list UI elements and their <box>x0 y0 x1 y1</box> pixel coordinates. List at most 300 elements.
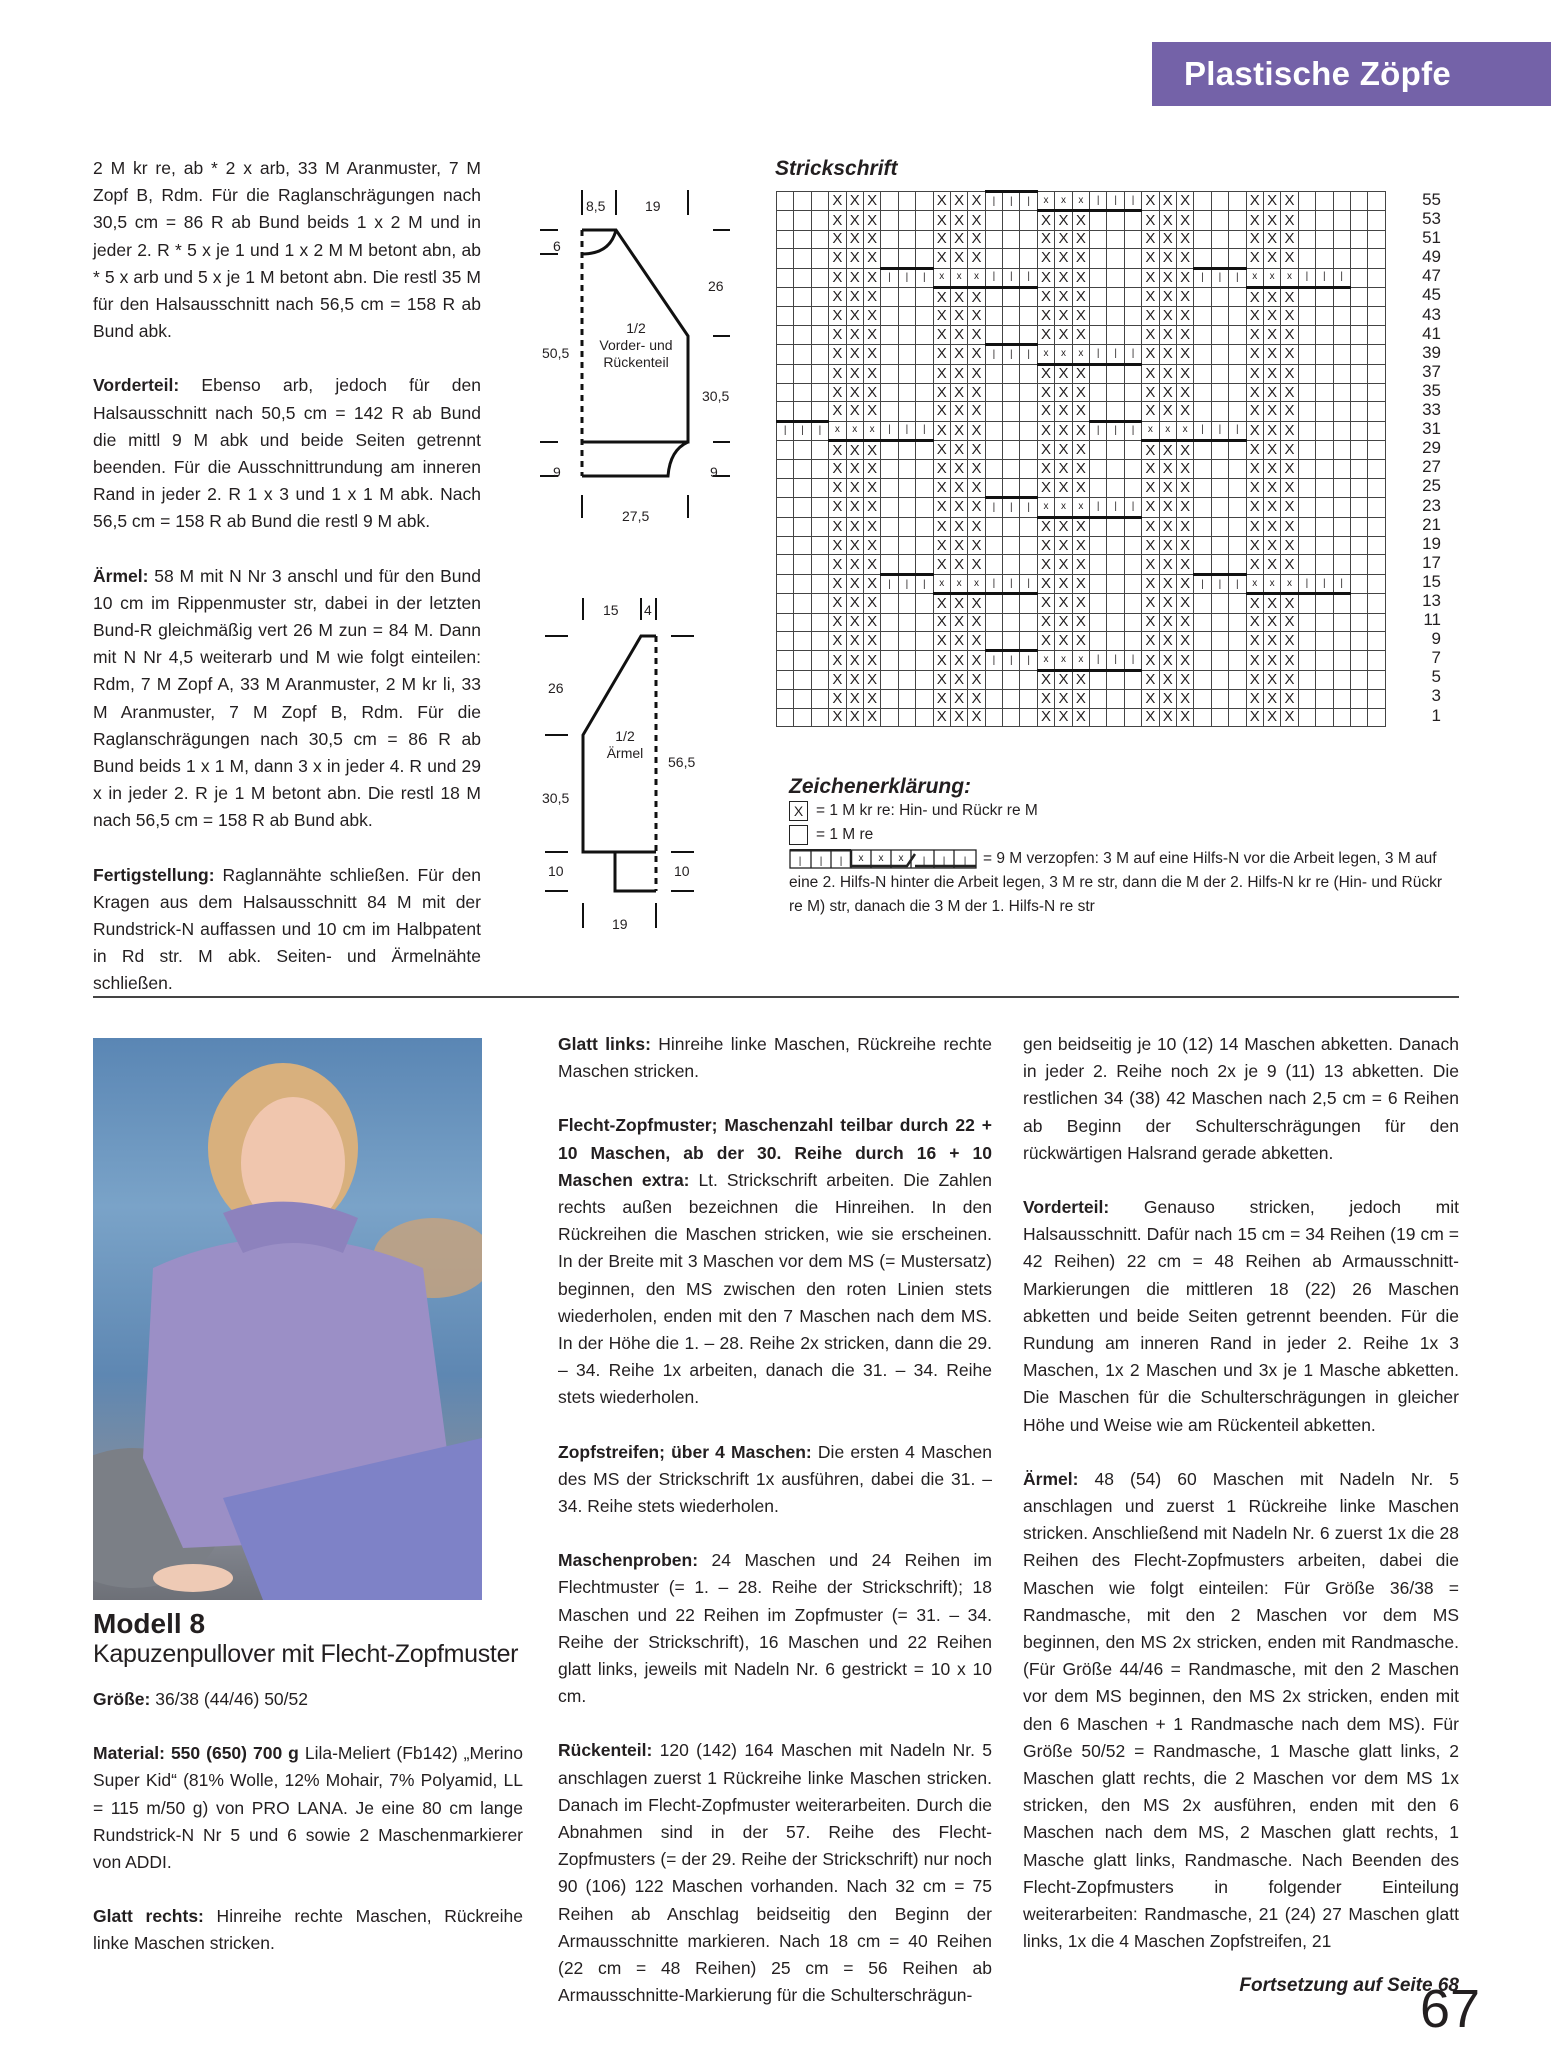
chart-cell: X <box>863 651 880 670</box>
chart-cell: X <box>1281 211 1298 230</box>
chart-cell: X <box>1159 268 1176 287</box>
chart-cell: X <box>829 211 846 230</box>
chart-cell <box>1333 498 1350 517</box>
cable-cross-icon <box>789 849 979 869</box>
chart-cell <box>1090 478 1107 497</box>
chart-cell <box>1194 517 1211 536</box>
chart-cell: X <box>1037 230 1054 248</box>
chart-cell: | <box>1316 574 1333 593</box>
chart-cell <box>1316 555 1333 574</box>
chart-cell <box>916 441 933 460</box>
chart-cell <box>1124 690 1141 708</box>
chart-cell <box>794 498 811 517</box>
chart-cell <box>1316 211 1333 230</box>
chart-cell <box>777 537 794 555</box>
chart-cell <box>1316 651 1333 670</box>
chart-cell: | <box>1107 651 1124 670</box>
chart-cell: X <box>1176 249 1193 268</box>
chart-cell: X <box>1055 402 1072 421</box>
chart-cell <box>1368 325 1385 344</box>
chart-cell <box>916 402 933 421</box>
chart-cell <box>811 594 828 613</box>
chart-cell: X <box>829 345 846 364</box>
chart-cell: X <box>933 651 950 670</box>
chart-cell <box>1316 441 1333 460</box>
chart-cell: X <box>1159 574 1176 593</box>
chart-cell <box>1316 670 1333 689</box>
chart-cell: X <box>1037 287 1054 306</box>
chart-cell: | <box>1124 345 1141 364</box>
chart-cell: X <box>829 690 846 708</box>
chart-cell <box>1194 192 1211 211</box>
chart-cell: X <box>846 249 863 268</box>
chart-cell <box>985 421 1002 440</box>
chart-cell <box>1298 498 1315 517</box>
chart-cell: X <box>950 651 967 670</box>
chart-cell <box>1211 498 1228 517</box>
chart-cell <box>1368 478 1385 497</box>
chart-cell <box>898 441 915 460</box>
chart-cell: x <box>968 574 985 593</box>
chart-cell: X <box>863 325 880 344</box>
chart-cell <box>1211 651 1228 670</box>
chart-cell <box>811 460 828 478</box>
chart-cell: X <box>1263 402 1280 421</box>
chart-cell: | <box>1229 268 1246 287</box>
chart-cell <box>1090 211 1107 230</box>
row-number: 31 <box>1422 419 1441 439</box>
chart-row <box>777 613 1386 631</box>
chart-cell: X <box>1263 690 1280 708</box>
chart-cell <box>1333 345 1350 364</box>
chart-cell <box>794 651 811 670</box>
chart-cell: X <box>1142 402 1159 421</box>
chart-cell: X <box>1159 498 1176 517</box>
chart-cell <box>811 555 828 574</box>
chart-cell: X <box>933 594 950 613</box>
chart-cell: X <box>863 670 880 689</box>
chart-cell: X <box>1159 460 1176 478</box>
chart-cell <box>1124 631 1141 650</box>
chart-cell <box>985 287 1002 306</box>
chart-cell <box>1003 441 1020 460</box>
chart-cell: X <box>1142 345 1159 364</box>
chart-cell: X <box>1281 498 1298 517</box>
chart-cell: X <box>1055 631 1072 650</box>
chart-cell: X <box>1246 537 1263 555</box>
chart-cell: X <box>950 690 967 708</box>
chart-row <box>777 268 1386 287</box>
chart-cell: X <box>1072 268 1089 287</box>
chart-row <box>777 441 1386 460</box>
chart-cell: X <box>846 345 863 364</box>
chart-cell: x <box>1142 421 1159 440</box>
paragraph-aermel: Ärmel: 58 M mit N Nr 3 anschl und für den Bund 10 cm im Rippenmuster str, dabei in der letzten Bund-R gleichmäßig vert 26 M zun = 84 M. Dann mit N Nr 4,5 weiterarb und M wie folgt einteilen: Rdm, 7 M Zopf A, 33 M Aranmuster, 2 M kr li, 33 M Aranmuster, 7 M Zopf B, Rdm. Für die Raglanschrägungen nach 30,5 cm = 86 R ab Bund beids 1 x 1 M, dann 3 x in jeder 4. R und 29 x in jeder 2. R je 1 M betont abn. Die restl 18 M nach 56,5 cm = 158 R ab Bund abk. <box>93 565 481 831</box>
chart-cell <box>1350 325 1367 344</box>
chart-cell <box>1090 537 1107 555</box>
row-number: 43 <box>1422 304 1441 324</box>
chart-row <box>777 690 1386 708</box>
chart-cell <box>811 230 828 248</box>
chart-cell: X <box>1159 345 1176 364</box>
chart-cell <box>985 670 1002 689</box>
chart-cell <box>1350 345 1367 364</box>
chart-cell <box>1368 364 1385 383</box>
chart-cell <box>1107 574 1124 593</box>
chart-cell <box>1316 230 1333 248</box>
chart-cell: X <box>1246 192 1263 211</box>
chart-cell <box>1368 574 1385 593</box>
chart-cell <box>1090 402 1107 421</box>
chart-cell: | <box>916 268 933 287</box>
chart-cell: X <box>1037 268 1054 287</box>
chart-cell: X <box>1159 230 1176 248</box>
chart-cell: X <box>1142 287 1159 306</box>
row-number: 51 <box>1422 228 1441 248</box>
chart-cell <box>777 383 794 401</box>
chart-cell: X <box>829 307 846 325</box>
model-header <box>93 1608 553 1669</box>
chart-cell <box>1368 594 1385 613</box>
chart-cell: | <box>1020 651 1037 670</box>
chart-cell <box>1090 383 1107 401</box>
chart-cell <box>1298 651 1315 670</box>
chart-cell <box>1124 268 1141 287</box>
chart-cell: X <box>1159 402 1176 421</box>
chart-cell <box>1107 670 1124 689</box>
chart-cell <box>916 613 933 631</box>
chart-cell: X <box>1281 287 1298 306</box>
svg-text:|: | <box>839 855 843 867</box>
chart-cell <box>1298 460 1315 478</box>
chart-cell <box>1003 211 1020 230</box>
chart-cell: X <box>968 230 985 248</box>
chart-cell: X <box>1055 364 1072 383</box>
chart-row <box>777 594 1386 613</box>
chart-cell <box>1194 690 1211 708</box>
chart-cell <box>777 594 794 613</box>
chart-cell: X <box>1176 498 1193 517</box>
chart-cell: X <box>863 307 880 325</box>
chart-cell: X <box>1176 307 1193 325</box>
chart-cell <box>881 364 898 383</box>
chart-cell: X <box>1142 613 1159 631</box>
chart-cell <box>1090 307 1107 325</box>
chart-cell: X <box>1037 364 1054 383</box>
chart-cell <box>1211 192 1228 211</box>
chart-cell <box>777 230 794 248</box>
chart-cell: | <box>1211 268 1228 287</box>
chart-cell: X <box>1263 325 1280 344</box>
chart-cell <box>794 268 811 287</box>
chart-cell <box>1020 670 1037 689</box>
chart-cell <box>1020 631 1037 650</box>
chart-cell: X <box>846 594 863 613</box>
chart-cell <box>1350 460 1367 478</box>
paragraph-glatt-links: Glatt links: Hinreihe linke Maschen, Rückreihe rechte Maschen stricken. <box>558 1034 992 1082</box>
chart-cell <box>794 708 811 726</box>
chart-cell <box>1194 613 1211 631</box>
chart-cell <box>1350 555 1367 574</box>
model-details <box>93 1686 523 1985</box>
chart-cell <box>811 651 828 670</box>
chart-row <box>777 708 1386 726</box>
chart-cell <box>1107 690 1124 708</box>
chart-cell: | <box>985 268 1002 287</box>
chart-cell: X <box>1281 613 1298 631</box>
row-number: 53 <box>1422 209 1441 229</box>
chart-cell: X <box>1281 537 1298 555</box>
chart-cell: x <box>950 268 967 287</box>
chart-cell <box>1350 192 1367 211</box>
chart-cell: | <box>985 651 1002 670</box>
chart-cell: | <box>1020 345 1037 364</box>
chart-cell <box>881 517 898 536</box>
chart-cell <box>1350 594 1367 613</box>
chart-cell <box>881 192 898 211</box>
schematic-body-label: 1/2 Vorder- und Rückenteil <box>599 320 673 370</box>
chart-cell <box>794 594 811 613</box>
chart-cell: X <box>933 631 950 650</box>
chart-cell <box>794 249 811 268</box>
chart-cell <box>1020 460 1037 478</box>
chart-cell: | <box>1003 498 1020 517</box>
chart-cell: X <box>950 364 967 383</box>
paragraph-maschenproben: Maschenproben: 24 Maschen und 24 Reihen im Flechtmuster (= 1. – 28. Reihe der Strickschrift); 18 Maschen und 22 Reihen im Zopfmuster (= 31. – 34. Reihe der Strickschrift), 16 Maschen und 22 Reihen glatt links, jeweils mit Nadeln Nr. 6 gestrickt = 10 x 10 cm. <box>558 1550 992 1707</box>
chart-cell <box>1350 537 1367 555</box>
chart-cell <box>916 651 933 670</box>
chart-cell: | <box>1020 192 1037 211</box>
chart-cell: X <box>1055 613 1072 631</box>
legend-item-knit: = 1 M re <box>789 823 1459 847</box>
chart-cell <box>1316 690 1333 708</box>
chart-cell <box>1020 594 1037 613</box>
chart-cell: X <box>863 594 880 613</box>
chart-cell: X <box>1142 498 1159 517</box>
chart-cell: X <box>1246 345 1263 364</box>
chart-cell: X <box>829 402 846 421</box>
chart-cell <box>1003 383 1020 401</box>
chart-cell <box>1229 307 1246 325</box>
chart-cell: X <box>1281 670 1298 689</box>
chart-cell <box>777 555 794 574</box>
chart-cell: X <box>1159 670 1176 689</box>
chart-cell <box>1298 192 1315 211</box>
chart-cell <box>777 364 794 383</box>
svg-text:x: x <box>858 852 864 864</box>
chart-cell <box>1107 211 1124 230</box>
chart-cell: | <box>1333 574 1350 593</box>
chart-cell: X <box>968 383 985 401</box>
chart-cell <box>777 670 794 689</box>
chart-cell <box>1090 631 1107 650</box>
chart-cell: X <box>950 498 967 517</box>
chart-cell: | <box>1090 651 1107 670</box>
chart-cell <box>1229 287 1246 306</box>
chart-row <box>777 211 1386 230</box>
chart-cell <box>898 460 915 478</box>
chart-cell <box>1333 555 1350 574</box>
chart-cell: | <box>985 345 1002 364</box>
chart-cell: x <box>1055 651 1072 670</box>
schematic-sleeve-label: 1/2 Ärmel <box>606 728 644 761</box>
chart-cell: X <box>1055 690 1072 708</box>
chart-row <box>777 402 1386 421</box>
chart-cell: X <box>1176 325 1193 344</box>
chart-cell: X <box>1072 631 1089 650</box>
chart-cell <box>916 594 933 613</box>
row-number: 45 <box>1422 285 1441 305</box>
chart-cell: X <box>863 211 880 230</box>
chart-cell <box>811 268 828 287</box>
chart-cell: X <box>933 383 950 401</box>
chart-cell: | <box>1003 192 1020 211</box>
chart-cell: X <box>1246 211 1263 230</box>
chart-cell <box>1211 631 1228 650</box>
chart-cell <box>1229 364 1246 383</box>
chart-cell: X <box>829 537 846 555</box>
chart-cell <box>1211 287 1228 306</box>
chart-cell <box>811 478 828 497</box>
chart-cell <box>1124 594 1141 613</box>
chart-row <box>777 287 1386 306</box>
chart-cell <box>1298 249 1315 268</box>
chart-cell <box>916 230 933 248</box>
chart-cell: X <box>1072 441 1089 460</box>
chart-cell: | <box>881 421 898 440</box>
chart-cell <box>898 498 915 517</box>
chart-cell <box>1316 287 1333 306</box>
chart-cell: X <box>968 325 985 344</box>
chart-cell <box>898 402 915 421</box>
chart-cell <box>1020 307 1037 325</box>
chart-cell <box>1368 613 1385 631</box>
row-number: 11 <box>1423 610 1441 630</box>
chart-cell <box>916 708 933 726</box>
chart-cell <box>1194 460 1211 478</box>
chart-cell <box>1211 537 1228 555</box>
chart-cell <box>1107 287 1124 306</box>
chart-cell: X <box>950 211 967 230</box>
chart-cell <box>794 192 811 211</box>
chart-cell: X <box>933 441 950 460</box>
chart-cell <box>1107 249 1124 268</box>
chart-cell: X <box>1142 574 1159 593</box>
chart-cell: | <box>985 498 1002 517</box>
chart-cell <box>1229 249 1246 268</box>
chart-cell: | <box>1333 268 1350 287</box>
chart-cell: x <box>1072 192 1089 211</box>
chart-cell <box>1107 230 1124 248</box>
chart-cell <box>1124 287 1141 306</box>
chart-cell <box>985 708 1002 726</box>
chart-cell: X <box>1281 402 1298 421</box>
chart-cell <box>985 594 1002 613</box>
chart-cell <box>1298 517 1315 536</box>
chart-cell: X <box>1263 307 1280 325</box>
chart-cell <box>1003 613 1020 631</box>
chart-cell <box>777 708 794 726</box>
chart-cell <box>1229 537 1246 555</box>
chart-cell: X <box>829 651 846 670</box>
chart-cell: X <box>1281 651 1298 670</box>
chart-cell <box>1229 402 1246 421</box>
chart-cell: X <box>933 478 950 497</box>
chart-cell: X <box>933 708 950 726</box>
chart-cell <box>1350 211 1367 230</box>
chart-cell: X <box>863 537 880 555</box>
chart-cell: X <box>1281 383 1298 401</box>
chart-cell: X <box>1072 402 1089 421</box>
chart-cell: X <box>950 670 967 689</box>
chart-cell: X <box>1037 708 1054 726</box>
chart-cell <box>1333 613 1350 631</box>
chart-cell <box>811 307 828 325</box>
chart-cell <box>1194 230 1211 248</box>
chart-cell <box>1316 517 1333 536</box>
row-number: 25 <box>1422 476 1441 496</box>
chart-cell: X <box>1281 230 1298 248</box>
chart-cell: X <box>846 574 863 593</box>
chart-cell: | <box>985 574 1002 593</box>
chart-cell <box>1194 287 1211 306</box>
chart-cell <box>1211 211 1228 230</box>
chart-row <box>777 574 1386 593</box>
chart-cell <box>1333 594 1350 613</box>
chart-cell <box>1368 383 1385 401</box>
chart-cell <box>1124 249 1141 268</box>
chart-cell <box>985 325 1002 344</box>
chart-cell: X <box>1246 460 1263 478</box>
chart-cell: X <box>968 421 985 440</box>
chart-cell <box>1194 383 1211 401</box>
chart-cell: X <box>1246 690 1263 708</box>
chart-cell <box>1298 594 1315 613</box>
chart-cell: x <box>1055 498 1072 517</box>
chart-cell <box>1124 517 1141 536</box>
chart-cell <box>794 211 811 230</box>
continuation-note: Fortsetzung auf Seite 68 <box>1239 1974 1459 1996</box>
chart-cell: X <box>1037 537 1054 555</box>
chart-cell <box>1020 287 1037 306</box>
chart-cell: X <box>1159 249 1176 268</box>
chart-cell <box>811 631 828 650</box>
chart-cell: X <box>1176 211 1193 230</box>
chart-cell: | <box>1003 574 1020 593</box>
chart-cell <box>1316 307 1333 325</box>
chart-cell: x <box>1072 498 1089 517</box>
chart-cell <box>916 287 933 306</box>
chart-cell: x <box>968 268 985 287</box>
chart-cell: X <box>1072 383 1089 401</box>
chart-cell <box>898 345 915 364</box>
chart-cell: x <box>1037 345 1054 364</box>
chart-cell: X <box>1055 594 1072 613</box>
chart-cell: X <box>1281 478 1298 497</box>
chart-cell: | <box>811 421 828 440</box>
chart-cell: X <box>1281 192 1298 211</box>
chart-cell <box>794 670 811 689</box>
chart-cell <box>811 364 828 383</box>
chart-cell <box>1229 690 1246 708</box>
chart-cell <box>1368 441 1385 460</box>
chart-cell <box>1368 287 1385 306</box>
chart-cell <box>1298 555 1315 574</box>
chart-cell: X <box>1281 555 1298 574</box>
chart-cell <box>777 325 794 344</box>
chart-cell <box>777 478 794 497</box>
chart-cell <box>1350 708 1367 726</box>
